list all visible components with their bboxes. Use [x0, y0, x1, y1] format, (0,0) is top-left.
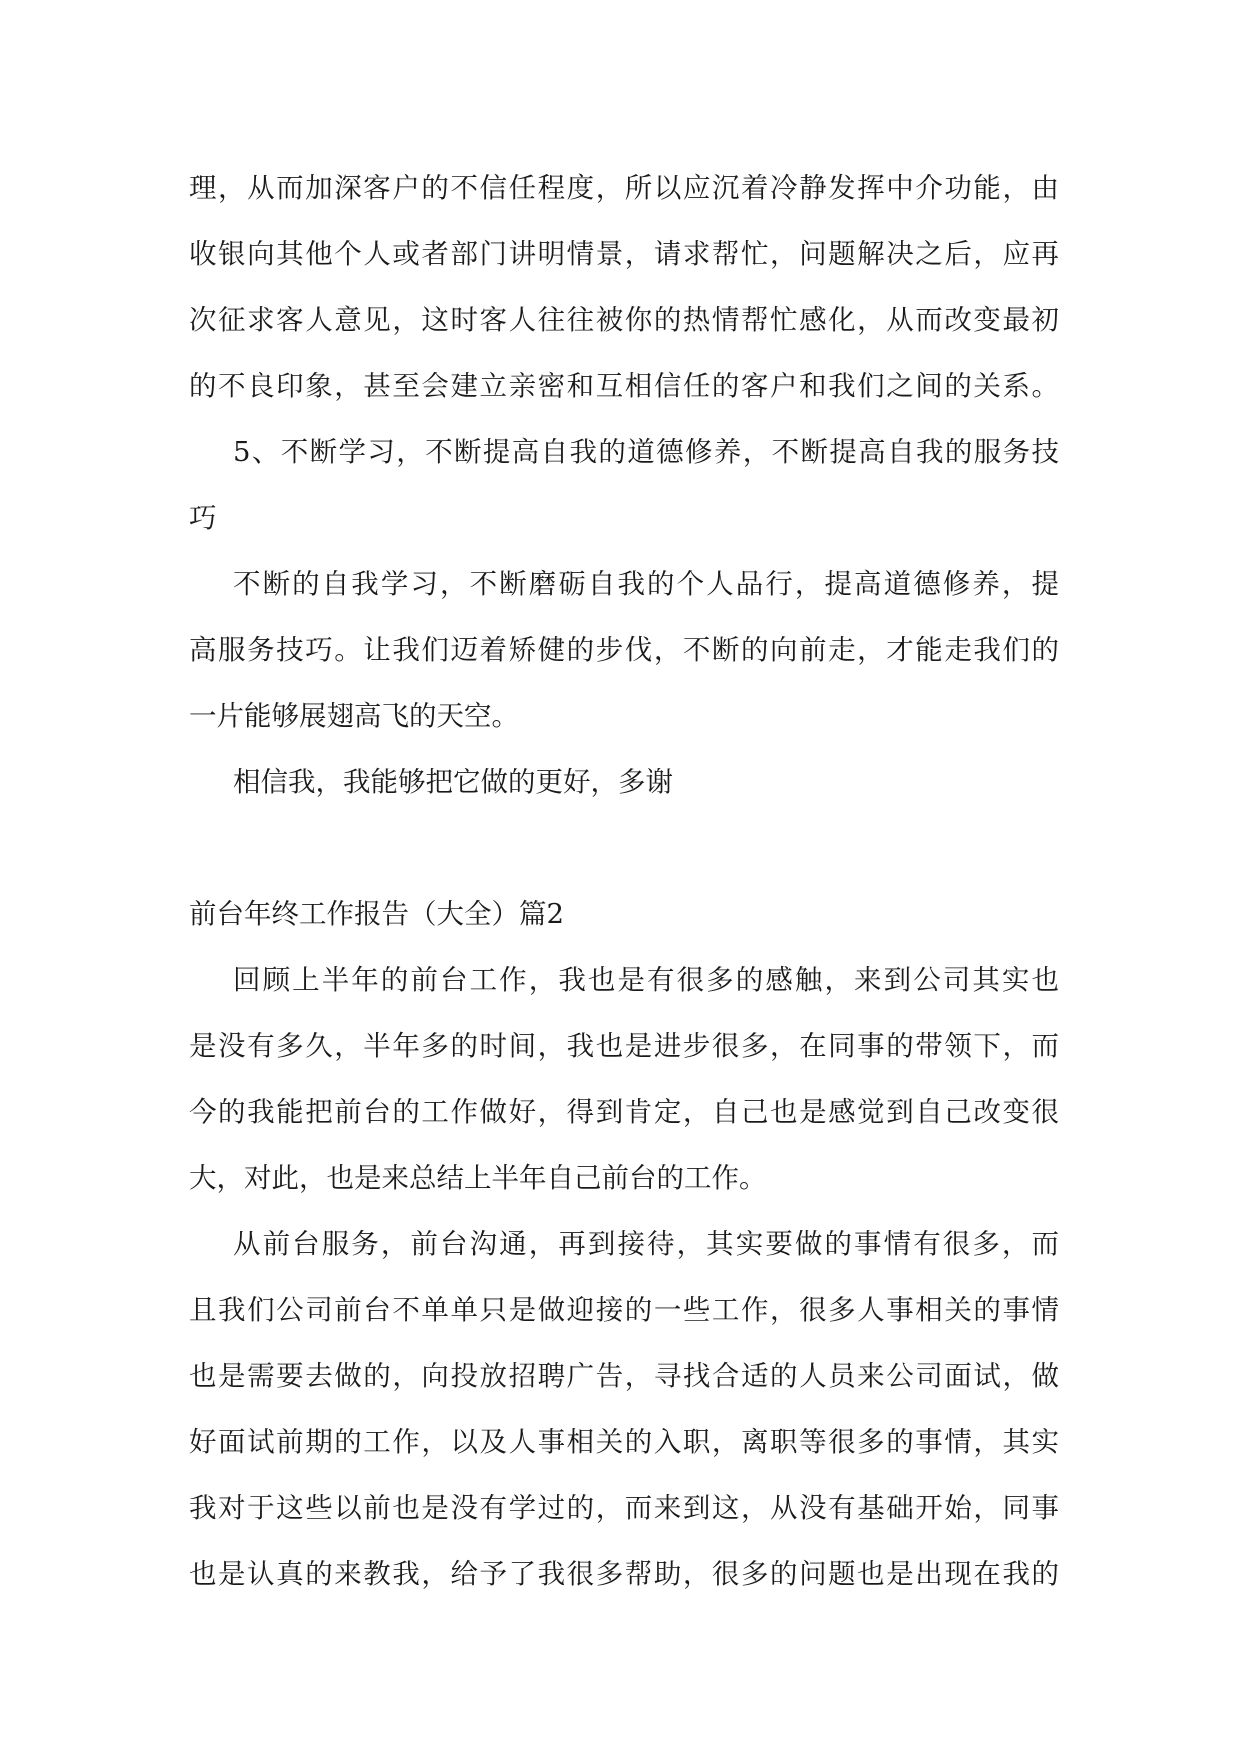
paragraph-line: 不断的自我学习，不断磨砺自我的个人品行，提高道德修养，提: [233, 568, 1059, 600]
paragraph-line: 且我们公司前台不单单只是做迎接的一些工作，很多人事相关的事情: [189, 1294, 1059, 1326]
section-heading-line: 5、不断学习，不断提高自我的道德修养，不断提高自我的服务技: [233, 436, 1059, 468]
paragraph-line: 理，从而加深客户的不信任程度，所以应沉着冷静发挥中介功能，由: [189, 172, 1059, 204]
paragraph-line: 好面试前期的工作，以及人事相关的入职，离职等很多的事情，其实: [189, 1426, 1059, 1458]
article-title: 前台年终工作报告（大全）篇2: [189, 898, 564, 930]
blank-line: [189, 815, 1059, 881]
paragraph-line: 次征求客人意见，这时客人往往被你的热情帮忙感化，从而改变最初: [189, 304, 1059, 336]
paragraph-line: 从前台服务，前台沟通，再到接待，其实要做的事情有很多，而: [233, 1228, 1059, 1260]
paragraph-line: 大，对此，也是来总结上半年自己前台的工作。: [189, 1162, 767, 1194]
paragraph-line: 也是认真的来教我，给予了我很多帮助，很多的问题也是出现在我的: [189, 1558, 1059, 1590]
paragraph-line: 是没有多久，半年多的时间，我也是进步很多，在同事的带领下，而: [189, 1030, 1059, 1062]
paragraph-line: 相信我，我能够把它做的更好，多谢: [233, 766, 673, 798]
document-page: [189, 155, 1059, 1607]
paragraph-line: 我对于这些以前也是没有学过的，而来到这，从没有基础开始，同事: [189, 1492, 1059, 1524]
paragraph-line: 也是需要去做的，向投放招聘广告，寻找合适的人员来公司面试，做: [189, 1360, 1059, 1392]
section-heading-line: 巧: [189, 502, 217, 534]
paragraph-line: 今的我能把前台的工作做好，得到肯定，自己也是感觉到自己改变很: [189, 1096, 1059, 1128]
paragraph-line: 回顾上半年的前台工作，我也是有很多的感触，来到公司其实也: [233, 964, 1059, 996]
paragraph-line: 收银向其他个人或者部门讲明情景，请求帮忙，问题解决之后，应再: [189, 238, 1059, 270]
paragraph-line: 一片能够展翅高飞的天空。: [189, 700, 519, 732]
paragraph-line: 高服务技巧。让我们迈着矫健的步伐，不断的向前走，才能走我们的: [189, 634, 1059, 666]
paragraph-line: 的不良印象，甚至会建立亲密和互相信任的客户和我们之间的关系。: [189, 370, 1059, 402]
